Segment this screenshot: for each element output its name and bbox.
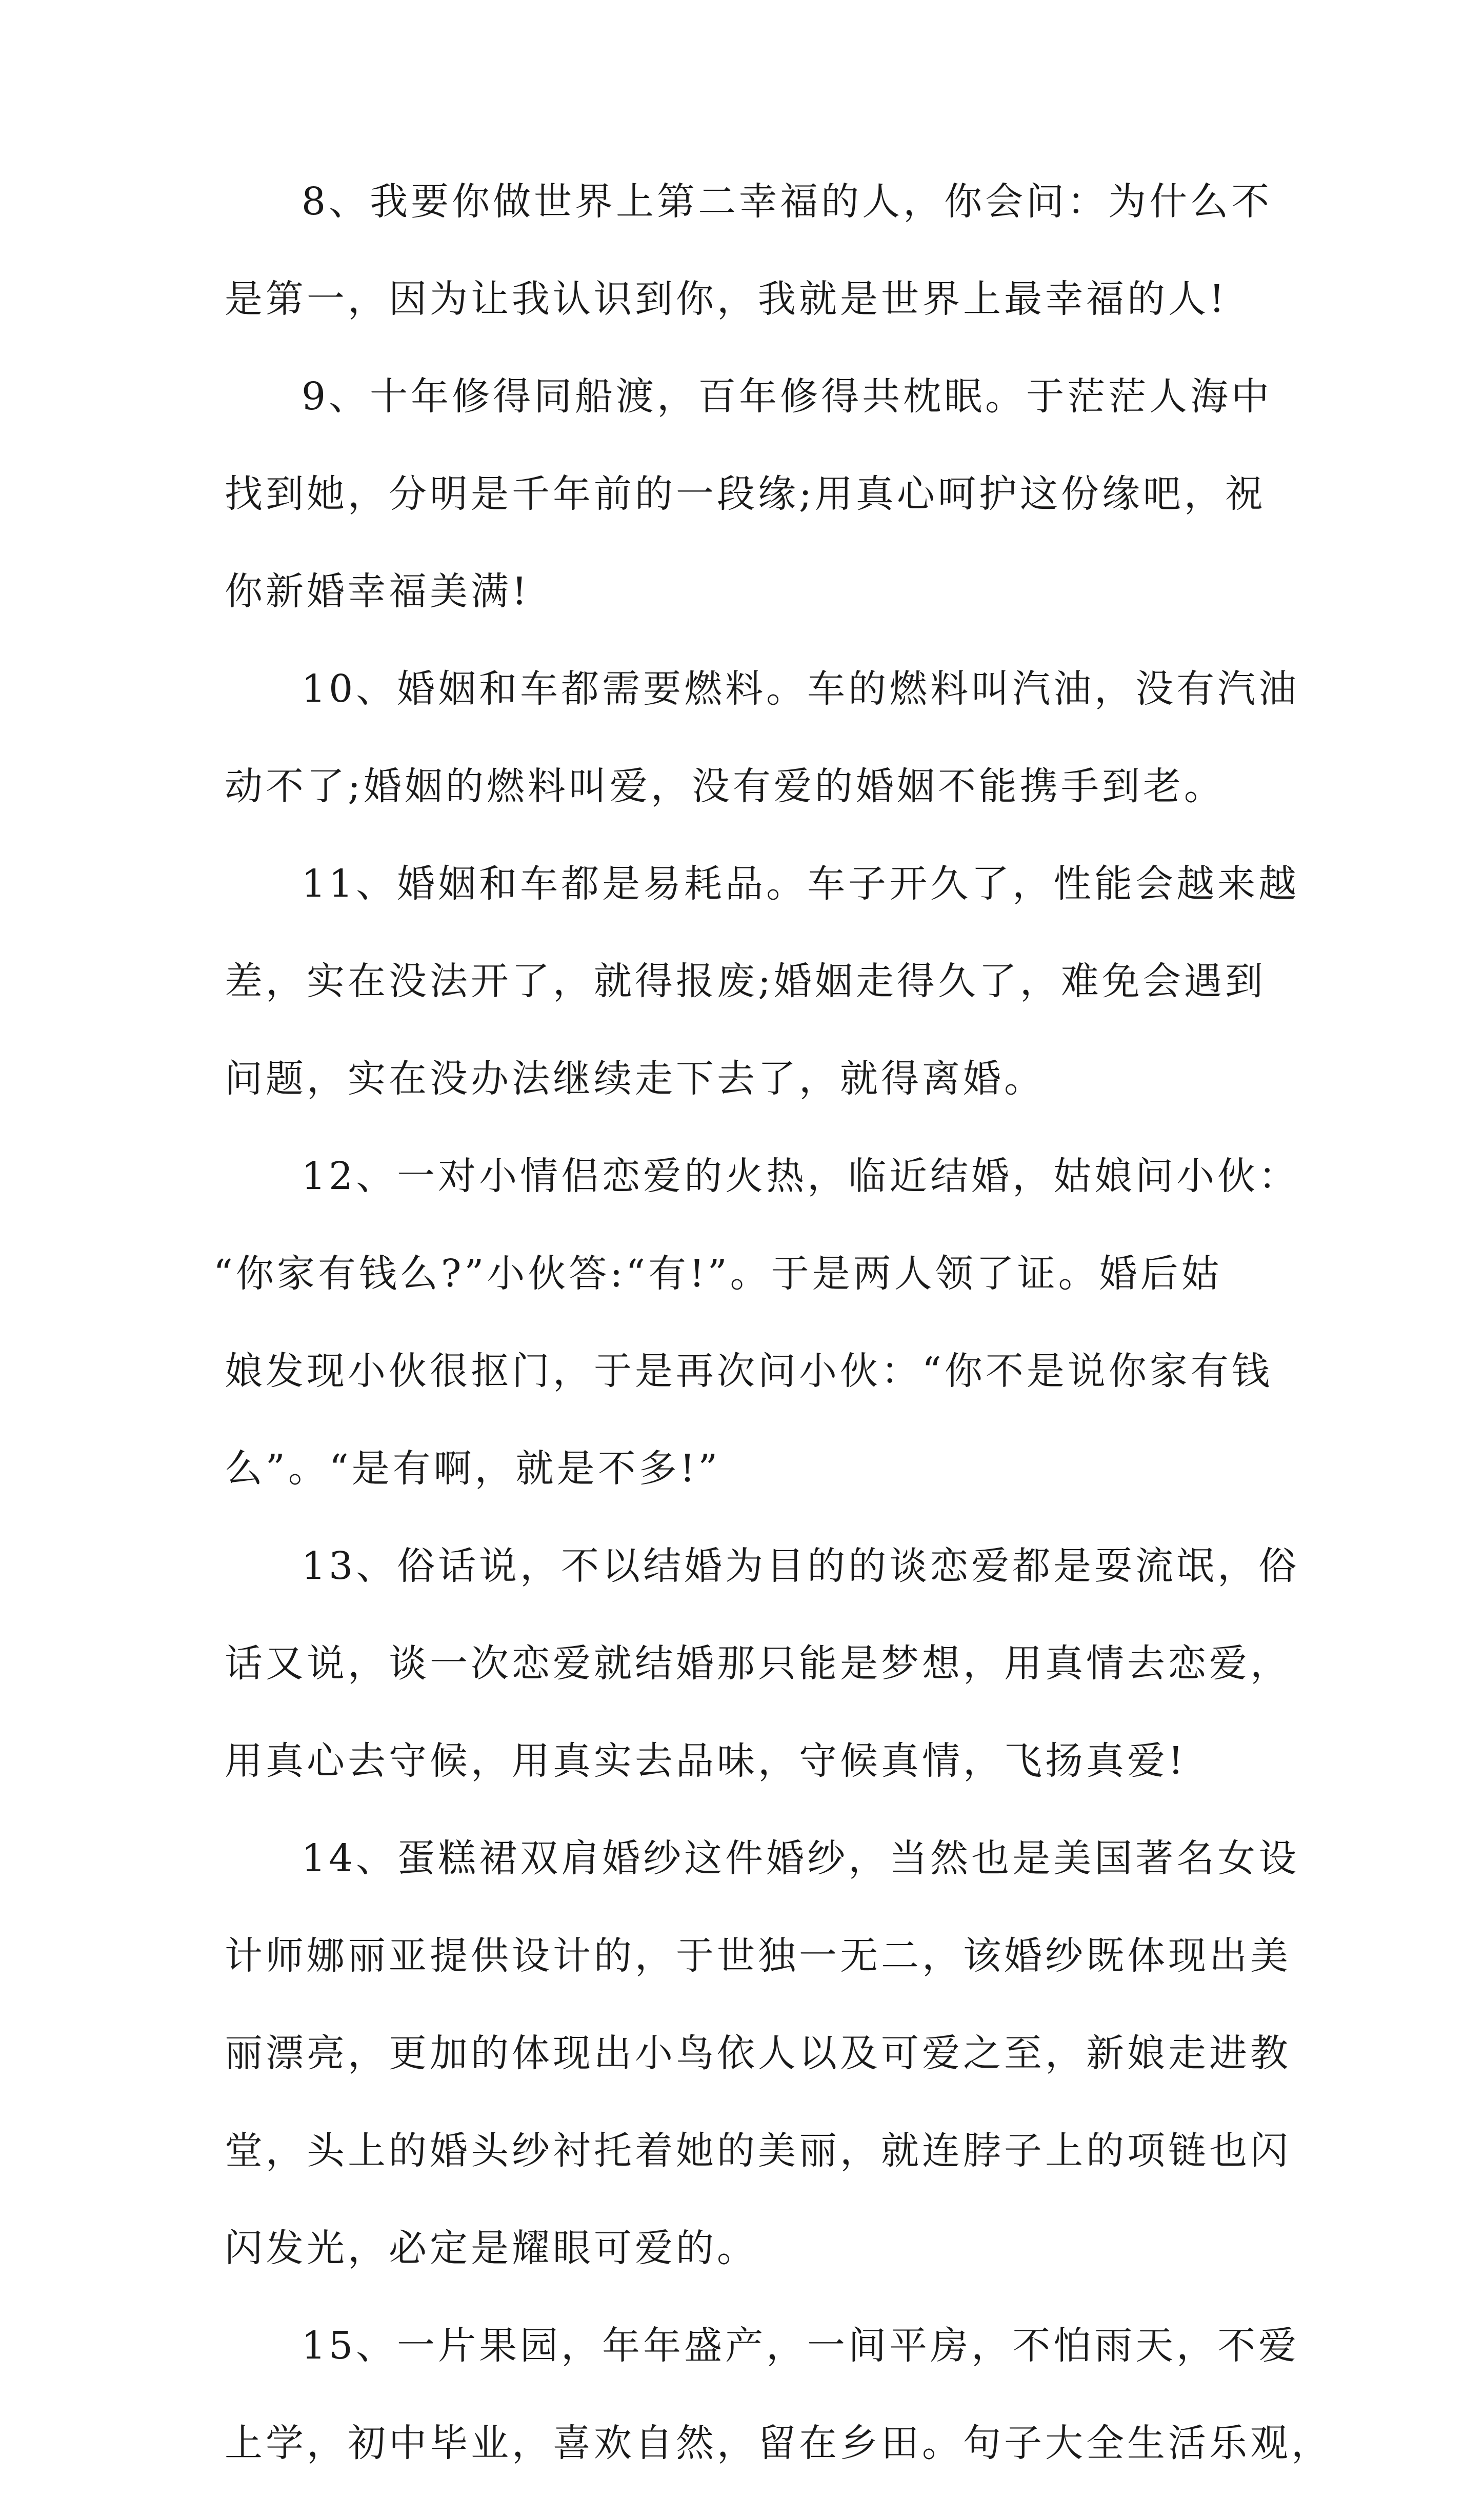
paragraph-13-line-1: 13、俗话说，不以结婚为目的的谈恋爱都是耍流氓，俗 [302,1544,1300,1588]
paragraph-14-line-5: 闪发光，必定是耀眼可爱的。 [225,2226,758,2270]
paragraph-8-line-1: 8、我要你做世界上第二幸福的人，你会问：为什么不 [302,180,1273,224]
paragraph-12-line-1: 12、一对小情侣恋爱的火热，临近结婚，姑娘问小伙： [302,1154,1300,1198]
paragraph-14-line-2: 计师娜丽亚提供设计的，于世独一无二，该婚纱既体现出美 [225,1934,1291,1978]
paragraph-14-line-1: 14、蛋糕裙双肩婚纱这件婚纱，当然也是美国著名女设 [302,1836,1300,1880]
paragraph-11-line-1: 11、婚姻和车都是易耗品。车子开久了，性能会越来越 [302,862,1300,906]
paragraph-11-line-2: 差，实在没法开了，就得报废;婚姻走得久了，难免会遇到 [225,959,1266,1003]
document-body [213,177,1332,2516]
paragraph-15-line-2: 上学，初中毕业，喜欢自然，留在乡田。句子大全生活乐观， [225,2421,1332,2465]
paragraph-12-line-2: “你家有钱么?”小伙答:“有!”。于是两人领了证。婚后姑 [213,1252,1222,1296]
paragraph-15-line-1: 15、一片果园，年年盛产，一间平房，不怕雨天，不爱 [302,2324,1300,2368]
paragraph-10-line-2: 动不了;婚姻的燃料叫爱，没有爱的婚姻不能携手到老。 [225,764,1225,808]
paragraph-9-line-2: 找到她，分明是千年前的一段缘;用真心呵护这份缘吧，祝 [225,472,1266,516]
paragraph-8-line-2: 是第一，因为让我认识到你，我就是世界上最幸福的人! [225,277,1228,321]
paragraph-9-line-3: 你新婚幸福美满! [225,569,530,613]
paragraph-10-line-1: 10、婚姻和车都需要燃料。车的燃料叫汽油，没有汽油 [302,667,1300,711]
paragraph-11-line-3: 问题，实在没办法继续走下去了，就得离婚。 [225,1057,1045,1101]
paragraph-14-line-4: 堂，头上的婚头纱衬托着她的美丽，就连脖子上的项链也闪 [225,2129,1291,2173]
paragraph-13-line-2: 话又说，谈一次恋爱就结婚那只能是梦想，用真情去恋爱， [225,1641,1291,1686]
paragraph-14-line-3: 丽漂亮，更加的体现出小鸟依人以及可爱之至，新娘走进教 [225,2031,1291,2075]
paragraph-13-line-3: 用真心去守候，用真实去品味，守候真情，飞扬真爱! [225,1739,1187,1783]
paragraph-9-line-1: 9、十年修得同船渡，百年修得共枕眠。于茫茫人海中 [302,374,1273,419]
paragraph-12-line-4: 么”。“是有啊，就是不多!” [225,1447,721,1491]
paragraph-12-line-3: 娘发现小伙很抠门，于是再次问小伙：“你不是说你家有钱 [225,1349,1273,1393]
